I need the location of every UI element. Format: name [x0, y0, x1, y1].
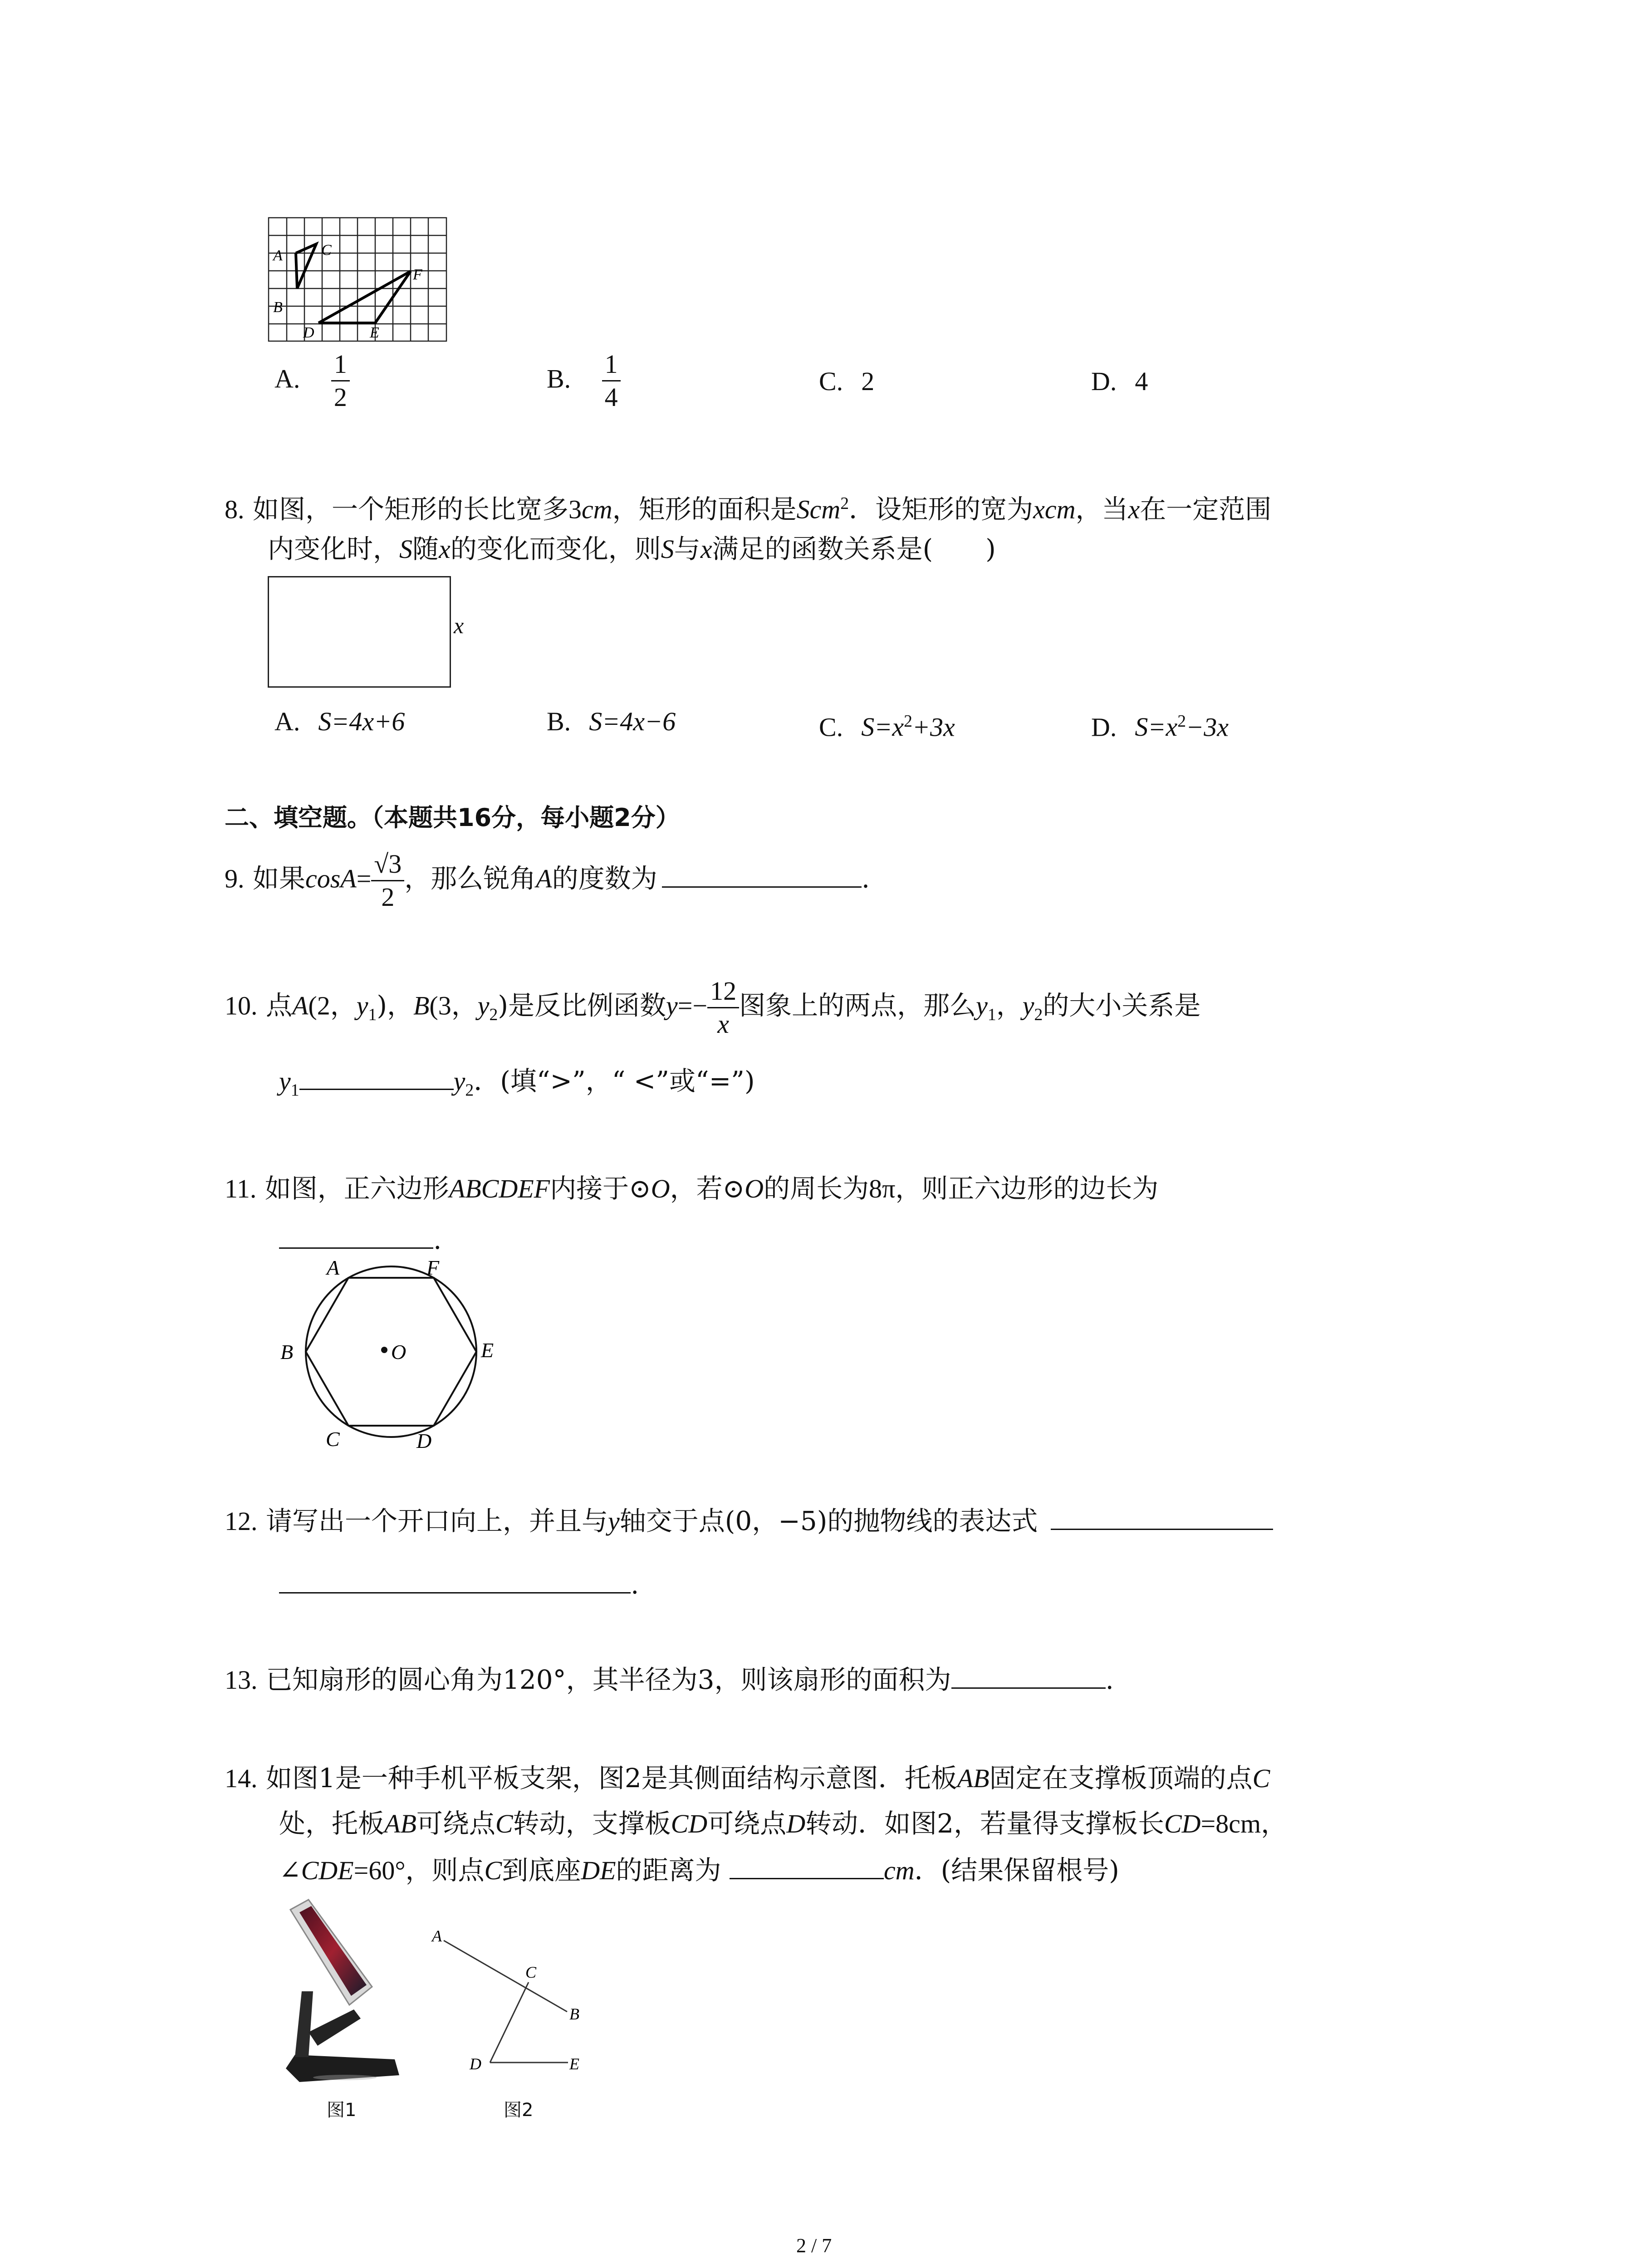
page-number: 2 / 7 — [796, 2234, 832, 2257]
q13-answer-blank[interactable] — [951, 1660, 1106, 1689]
q11-hexagon-figure — [272, 1256, 508, 1456]
q7-label-A: A — [273, 247, 283, 264]
q9-fraction: $\frac{√3}{2}$ — [371, 848, 404, 913]
q8-line2: 内变化时，S随x的变化而变化，则S与x满足的函数关系是( ) — [268, 533, 996, 564]
q14-schematic-figure — [431, 1923, 585, 2087]
q11-label-D: D — [416, 1429, 432, 1452]
q11-center-dot — [381, 1347, 387, 1353]
q10-line1: 10. 点A(2，$y_1$)，B(3，$y_2$)是反比例函数y=− $\frac{12}{x}$ 图象上的两点，那么$y_1$，$y_2$的大小关系是 — [225, 975, 1200, 1040]
q8-rectangle-figure — [268, 576, 451, 688]
q14-phone-screen — [299, 1906, 367, 1996]
q11-line1: 11. 如图，正六边形ABCDEF内接于⊙O，若⊙O的周长为8π，则正六边形的边长为 — [225, 1173, 1159, 1204]
q11-label-C: C — [326, 1427, 340, 1451]
q10-line2: $y_1$ $y_2$．(填“>”，“ <”或“=”) — [279, 1061, 755, 1109]
q14-fig2-label-E: E — [569, 2055, 579, 2073]
q10-fraction: $\frac{12}{x}$ — [707, 975, 739, 1040]
q7-option-c[interactable]: C. 2 — [819, 367, 875, 396]
q14-phone-stand-image — [281, 1896, 404, 2091]
q11-line2: . — [279, 1220, 441, 1258]
q7-option-a[interactable]: A. $\frac{1}{2}$ — [274, 348, 350, 413]
q11-label-A: A — [327, 1256, 340, 1279]
q8-line1: 8. 如图，一个矩形的长比宽多3cm，矩形的面积是Scm$^2$．设矩形的宽为xcm，当x在一定范围 — [225, 494, 1272, 525]
q7-option-b-fraction: $\frac{1}{4}$ — [602, 348, 621, 413]
q14-fig2-label-A: A — [432, 1927, 442, 1945]
q12-answer-blank-1[interactable] — [1051, 1501, 1273, 1530]
q12-line1: 12. 请写出一个开口向上，并且与y轴交于点(0，−5)的抛物线的表达式 — [225, 1501, 1273, 1540]
q14-board-AB — [444, 1941, 567, 2012]
q8-option-d[interactable]: D. $S=x^2-3x$ — [1091, 712, 1229, 742]
q7-option-a-fraction: $\frac{1}{2}$ — [331, 348, 350, 413]
q11-label-F: F — [426, 1256, 440, 1279]
q14-figure2-caption: 图2 — [504, 2100, 534, 2121]
q7-grid-figure — [268, 217, 449, 344]
q14-answer-blank[interactable] — [730, 1851, 884, 1879]
q11-answer-blank[interactable] — [279, 1220, 433, 1249]
q10-answer-blank[interactable] — [299, 1061, 454, 1090]
q7-label-B: B — [273, 299, 283, 316]
q14-stand-hinge — [309, 2009, 361, 2046]
q11-label-B: B — [280, 1340, 294, 1364]
q12-line2: . — [279, 1565, 639, 1603]
section-2-title: 二、填空题。（本题共16分，每小题2分） — [225, 803, 680, 832]
q14-line3: ∠CDE=60°，则点C到底座DE的距离为 cm．(结果保留根号) — [279, 1851, 1119, 1889]
q14-fig2-label-D: D — [470, 2055, 481, 2073]
q14-fig2-label-C: C — [525, 1963, 537, 1981]
q7-option-d[interactable]: D. 4 — [1091, 367, 1148, 396]
q14-figure1-caption: 图1 — [327, 2100, 357, 2121]
q12-answer-blank-2[interactable] — [279, 1565, 631, 1593]
q9-answer-blank[interactable] — [662, 859, 862, 888]
q11-label-E: E — [481, 1339, 494, 1362]
q7-label-E: E — [370, 324, 379, 341]
q7-label-F: F — [413, 266, 422, 283]
q8-option-a[interactable]: A. S=4x+6 — [274, 707, 405, 736]
q11-label-O: O — [391, 1340, 407, 1364]
q7-label-C: C — [321, 242, 332, 259]
q13-line: 13. 已知扇形的圆心角为120°，其半径为3，则该扇形的面积为 . — [225, 1660, 1114, 1698]
q14-line2: 处，托板AB可绕点C转动，支撑板CD可绕点D转动．如图2，若量得支撑板长CD=8cm， — [279, 1808, 1288, 1839]
q8-option-c[interactable]: C. $S=x^2+3x$ — [819, 712, 955, 742]
q8-option-b[interactable]: B. S=4x−6 — [547, 707, 676, 736]
q14-support-CD — [490, 1982, 529, 2063]
q7-label-D: D — [303, 324, 314, 341]
q14-stand-arm — [295, 1991, 313, 2057]
q8-rect-label-x: x — [454, 613, 464, 638]
q7-option-b[interactable]: B. $\frac{1}{4}$ — [547, 348, 621, 413]
q14-line1: 14. 如图1是一种手机平板支架，图2是其侧面结构示意图．托板AB固定在支撑板顶端的点C — [225, 1763, 1270, 1794]
q14-fig2-label-B: B — [569, 2005, 579, 2023]
q9-line: 9. 如果cosA= $\frac{√3}{2}$ ，那么锐角A的度数为 . — [225, 848, 870, 913]
